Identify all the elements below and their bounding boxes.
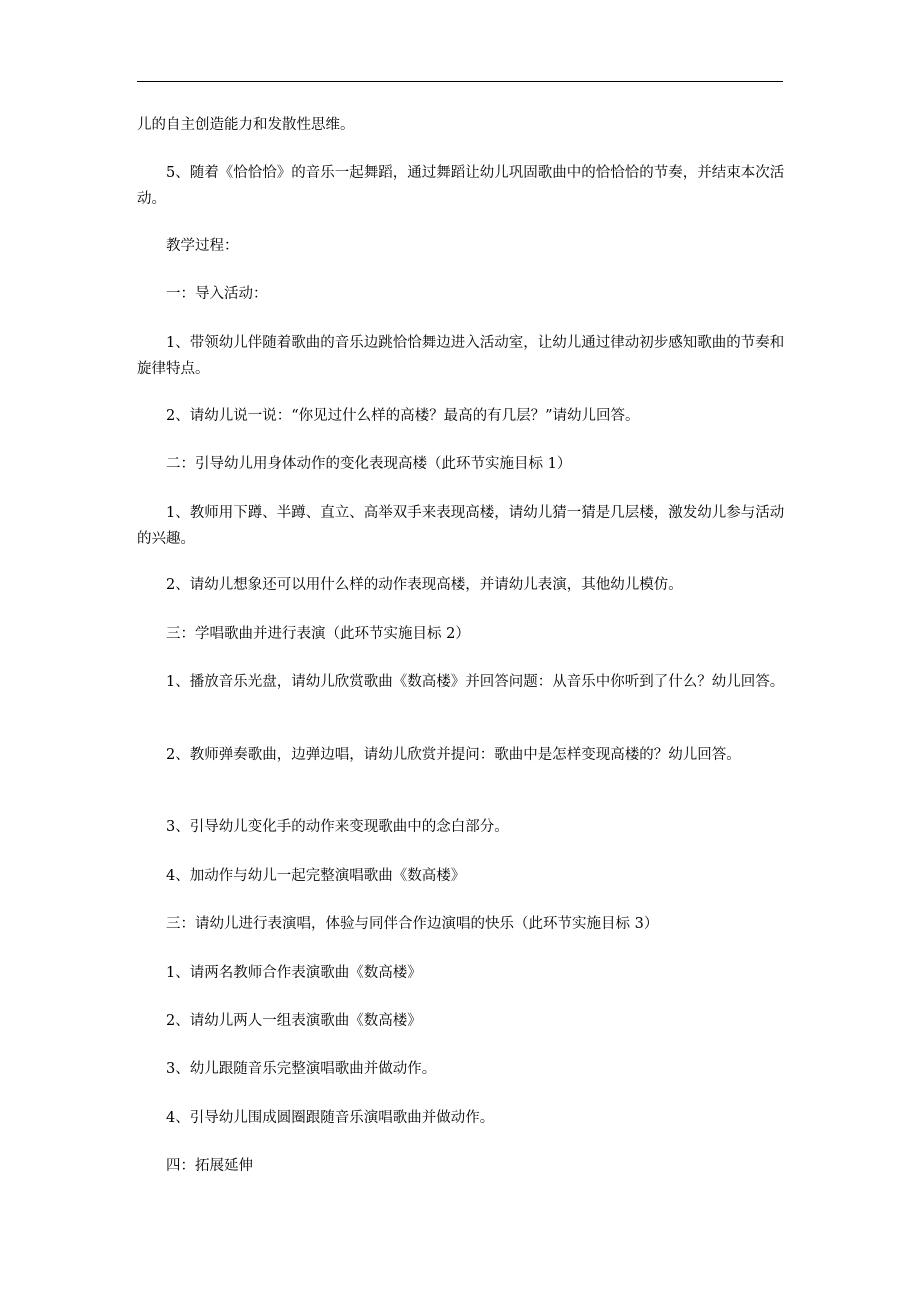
paragraph-1-1: 1、带领幼儿伴随着歌曲的音乐边跳恰恰舞边进入活动室，让幼儿通过律动初步感知歌曲的节奏和旋律特点。 (137, 335, 785, 377)
paragraph-3-3: 3、引导幼儿变化手的动作来变现歌曲中的念白部分。 (166, 819, 509, 835)
paragraph-3-2: 2、教师弹奏歌曲，边弹边唱，请幼儿欣赏并提问：歌曲中是怎样变现高楼的？幼儿回答。 (166, 747, 741, 763)
section-heading-2: 二：引导幼儿用身体动作的变化表现高楼（此环节实施目标 1） (166, 456, 572, 472)
section-heading-4: 四：拓展延伸 (166, 1158, 253, 1174)
paragraph-3b-1: 1、请两名教师合作表演歌曲《数高楼》 (166, 965, 422, 981)
paragraph-3-1: 1、播放音乐光盘，请幼儿欣赏歌曲《数高楼》并回答问题：从音乐中你听到了什么？幼儿回答。 (166, 674, 785, 690)
paragraph-1-2: 2、请幼儿说一说：“你见过什么样的高楼？最高的有几层？”请幼儿回答。 (166, 408, 640, 424)
paragraph-2-2: 2、请幼儿想象还可以用什么样的动作表现高楼，并请幼儿表演，其他幼儿模仿。 (166, 577, 683, 593)
paragraph-3-4: 4、加动作与幼儿一起完整演唱歌曲《数高楼》 (166, 868, 466, 884)
paragraph-2-1: 1、教师用下蹲、半蹲、直立、高举双手来表现高楼，请幼儿猜一猜是几层楼，激发幼儿参与活动的兴趣。 (137, 505, 785, 547)
paragraph-step-5: 5、随着《恰恰恰》的音乐一起舞蹈，通过舞蹈让幼儿巩固歌曲中的恰恰恰的节奏，并结束本次活动。 (137, 165, 785, 207)
paragraph-3b-2: 2、请幼儿两人一组表演歌曲《数高楼》 (166, 1013, 422, 1029)
section-heading-process: 教学过程： (166, 238, 239, 254)
paragraph-3b-4: 4、引导幼儿围成圆圈跟随音乐演唱歌曲并做动作。 (166, 1110, 495, 1126)
section-heading-1: 一：导入活动： (166, 286, 268, 302)
paragraph-continuation: 儿的自主创造能力和发散性思维。 (137, 117, 355, 133)
paragraph-3b-3: 3、幼儿跟随音乐完整演唱歌曲并做动作。 (166, 1061, 437, 1077)
header-rule (137, 81, 783, 82)
section-heading-3: 三：学唱歌曲并进行表演（此环节实施目标 2） (166, 626, 470, 642)
section-heading-3b: 三：请幼儿进行表演唱，体验与同伴合作边演唱的快乐（此环节实施目标 3） (166, 916, 659, 932)
